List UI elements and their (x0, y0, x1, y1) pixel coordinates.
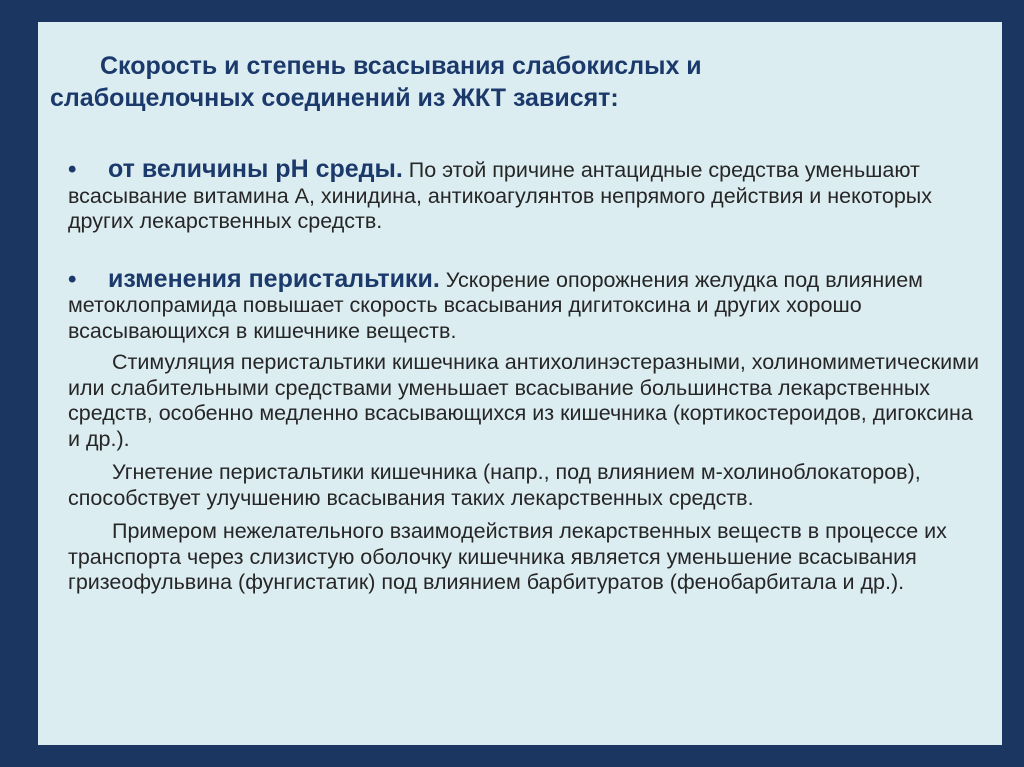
title-line-1: Скорость и степень всасывания слабокислых и (100, 52, 702, 80)
title-line-2: слабощелочных соединений из ЖКТ зависят: (50, 84, 619, 112)
bullet-ph (68, 157, 988, 235)
bullet-marker: • (68, 156, 77, 183)
paragraph-example: Примером нежелательного взаимодействия лекарственных веществ в процессе их транспорта через слизистую оболочку кишечника является уменьшение всасывания гризеофульвина (фунгистатик) под влиянием барбитуратов (фенобарбитала и др.). (68, 519, 947, 594)
bullet-heading: изменения перистальтики. (108, 264, 440, 293)
bullet-text: Ускорение опорожнения желудка под влиянием метоклопрамида повышает скорость всасывания дигитоксина и других хорошо всасывающихся в кишечнике веществ. (68, 267, 923, 343)
paragraph-inhibition: Угнетение перистальтики кишечника (напр., под влиянием м-холиноблокаторов), способствует улучшению всасывания таких лекарственных средств. (68, 460, 921, 510)
paragraph-stimulation: Стимуляция перистальтики кишечника антихолинэстеразными, холиномиметическими или слабительными средствами уменьшает всасывание большинства лекарственных средств, особенно медленно всасывающихся из кишечника (кортикостероидов, дигоксина и др.). (68, 350, 979, 451)
bullet-text: По этой причине антацидные средства уменьшают всасывание витамина А, хинидина, антикоагулянтов непрямого действия и некоторых других лекарственных средств. (68, 158, 932, 233)
slide-body (68, 157, 988, 596)
bullet-marker: • (68, 265, 77, 293)
slide-title (50, 50, 980, 114)
bullet-heading: от величины рН среды. (108, 155, 403, 183)
bullet-peristalsis (68, 264, 988, 345)
slide-panel (38, 22, 1002, 745)
